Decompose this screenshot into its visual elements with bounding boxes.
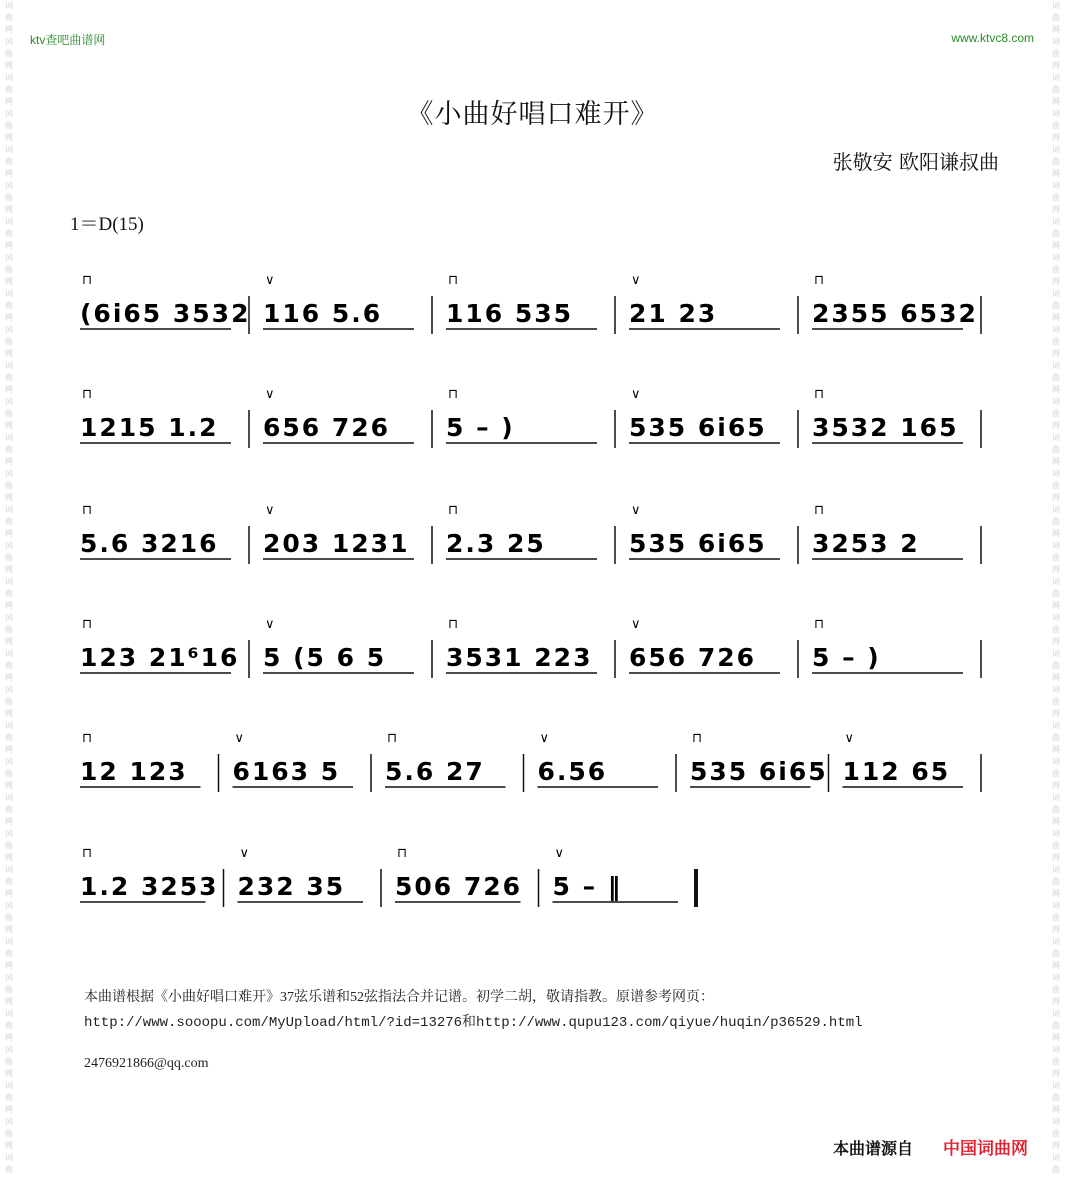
reference-urls: http://www.sooopu.com/MyUpload/html/?id=13276和http://www.qupu123.com/qiyue/huqin/p36529.html xyxy=(84,1015,863,1031)
measure-notes: 535 6i65 xyxy=(629,413,767,442)
bowing-mark: ⊓ xyxy=(814,617,825,632)
watermark-char: 曲 xyxy=(1052,373,1060,382)
measure-notes: 12 123 xyxy=(80,757,188,786)
watermark-char: 词 xyxy=(5,901,13,910)
bowing-mark: ⊓ xyxy=(814,387,825,402)
measure-notes: 3531 223 xyxy=(446,643,593,672)
bowing-mark: ⊓ xyxy=(448,503,459,518)
watermark-char: 曲 xyxy=(5,1165,13,1174)
watermark-char: 词 xyxy=(5,433,13,442)
watermark-char: 词 xyxy=(5,361,13,370)
watermark-char: 曲 xyxy=(5,841,13,850)
bowing-mark: ⊓ xyxy=(82,387,93,402)
watermark-char: 网 xyxy=(1052,637,1060,646)
bowing-mark: ⊓ xyxy=(82,617,93,632)
watermark-char: 网 xyxy=(5,457,13,466)
watermark-char: 网 xyxy=(5,385,13,394)
watermark-char: 词 xyxy=(5,253,13,262)
watermark-char: 网 xyxy=(1052,349,1060,358)
watermark-char: 网 xyxy=(1052,61,1060,70)
watermark-char: 网 xyxy=(5,241,13,250)
bowing-mark: ∨ xyxy=(631,503,641,518)
watermark-char: 网 xyxy=(1052,421,1060,430)
watermark-char: 曲 xyxy=(5,85,13,94)
watermark-char: 网 xyxy=(5,277,13,286)
watermark-char: 词 xyxy=(5,1045,13,1054)
watermark-char: 词 xyxy=(5,217,13,226)
watermark-char: 曲 xyxy=(1052,1021,1060,1030)
bowing-mark: ⊓ xyxy=(387,731,398,746)
watermark-char: 曲 xyxy=(5,409,13,418)
bowing-mark: ∨ xyxy=(631,387,641,402)
measure-notes: 6.56 xyxy=(537,757,608,786)
watermark-char: 网 xyxy=(5,25,13,34)
watermark-char: 词 xyxy=(1052,1009,1060,1018)
watermark-char: 网 xyxy=(5,1069,13,1078)
watermark-char: 网 xyxy=(1052,25,1060,34)
measure-notes: 3532 165 xyxy=(812,413,959,442)
watermark-char: 词 xyxy=(1052,1045,1060,1054)
key-signature: 1＝D(15) xyxy=(70,214,144,235)
measure-notes: 5.6 3216 xyxy=(80,529,219,558)
measure-notes: 3253 2 xyxy=(812,529,920,558)
header-left-site: ktv查吧曲谱网 xyxy=(30,33,106,47)
watermark-char: 曲 xyxy=(1052,1129,1060,1138)
watermark-char: 曲 xyxy=(1052,733,1060,742)
watermark-char: 网 xyxy=(5,997,13,1006)
measure-notes: 656 726 xyxy=(629,643,757,672)
watermark-char: 网 xyxy=(1052,169,1060,178)
watermark-char: 词 xyxy=(5,397,13,406)
bowing-mark: ∨ xyxy=(234,731,245,746)
watermark-char: 曲 xyxy=(5,913,13,922)
watermark-char: 网 xyxy=(5,97,13,106)
watermark-char: 网 xyxy=(5,529,13,538)
notation-area xyxy=(0,250,1065,930)
watermark-char: 词 xyxy=(5,1009,13,1018)
watermark-char: 词 xyxy=(1052,289,1060,298)
watermark-char: 网 xyxy=(5,133,13,142)
measure-notes: 535 6i65 xyxy=(690,757,828,786)
watermark-char: 词 xyxy=(5,73,13,82)
watermark-char: 词 xyxy=(1052,469,1060,478)
watermark-char: 词 xyxy=(1052,577,1060,586)
watermark-char: 曲 xyxy=(5,1093,13,1102)
watermark-char: 曲 xyxy=(5,265,13,274)
watermark-char: 网 xyxy=(1052,277,1060,286)
watermark-char: 曲 xyxy=(5,985,13,994)
watermark-char: 曲 xyxy=(5,877,13,886)
measure-notes: 116 5.6 xyxy=(263,299,383,328)
measure-notes: 203 1231 xyxy=(263,529,410,558)
watermark-char: 网 xyxy=(5,1033,13,1042)
watermark-char: 网 xyxy=(5,673,13,682)
watermark-char: 曲 xyxy=(1052,1093,1060,1102)
watermark-char: 网 xyxy=(1052,817,1060,826)
watermark-char: 曲 xyxy=(1052,445,1060,454)
watermark-char: 曲 xyxy=(5,49,13,58)
watermark-char: 词 xyxy=(5,541,13,550)
watermark-char: 词 xyxy=(1052,1081,1060,1090)
watermark-char: 词 xyxy=(5,757,13,766)
watermark-char: 词 xyxy=(5,109,13,118)
measure-notes: 656 726 xyxy=(263,413,391,442)
watermark-char: 词 xyxy=(5,181,13,190)
watermark-char: 词 xyxy=(5,793,13,802)
watermark-char: 曲 xyxy=(1052,229,1060,238)
watermark-char: 曲 xyxy=(5,589,13,598)
watermark-char: 网 xyxy=(5,349,13,358)
watermark-char: 曲 xyxy=(1052,1165,1060,1174)
measure-notes: 5 (5 6 5 xyxy=(263,643,387,672)
bowing-mark: ⊓ xyxy=(814,503,825,518)
bowing-mark: ⊓ xyxy=(82,273,93,288)
watermark-char: 网 xyxy=(1052,889,1060,898)
watermark-char: 词 xyxy=(1052,1117,1060,1126)
watermark-char: 曲 xyxy=(1052,121,1060,130)
watermark-char: 曲 xyxy=(5,1021,13,1030)
watermark-char: 曲 xyxy=(5,661,13,670)
bowing-mark: ∨ xyxy=(265,387,275,402)
watermark-char: 网 xyxy=(1052,1069,1060,1078)
watermark-char: 词 xyxy=(1052,541,1060,550)
watermark-char: 网 xyxy=(5,421,13,430)
watermark-char: 网 xyxy=(5,61,13,70)
watermark-char: 曲 xyxy=(5,553,13,562)
watermark-char: 曲 xyxy=(1052,661,1060,670)
bowing-mark: ∨ xyxy=(265,503,275,518)
watermark-char: 词 xyxy=(1052,397,1060,406)
watermark-char: 网 xyxy=(1052,1105,1060,1114)
measure-notes: 535 6i65 xyxy=(629,529,767,558)
watermark-char: 词 xyxy=(5,505,13,514)
watermark-char: 网 xyxy=(1052,529,1060,538)
watermark-char: 曲 xyxy=(1052,913,1060,922)
watermark-char: 网 xyxy=(5,1105,13,1114)
watermark-char: 曲 xyxy=(1052,301,1060,310)
watermark-char: 曲 xyxy=(5,13,13,22)
measure-notes: 5 – ) xyxy=(446,413,515,442)
measure-notes: 506 726 xyxy=(395,872,523,901)
bowing-mark: ∨ xyxy=(265,273,275,288)
watermark-char: 网 xyxy=(5,889,13,898)
watermark-char: 网 xyxy=(1052,853,1060,862)
bowing-mark: ⊓ xyxy=(448,617,459,632)
watermark-char: 网 xyxy=(1052,205,1060,214)
watermark-char: 词 xyxy=(1052,253,1060,262)
watermark-char: 网 xyxy=(1052,673,1060,682)
watermark-char: 曲 xyxy=(1052,841,1060,850)
measure-notes: 5.6 27 xyxy=(385,757,485,786)
watermark-char: 网 xyxy=(1052,493,1060,502)
watermark-char: 曲 xyxy=(1052,49,1060,58)
watermark-char: 网 xyxy=(5,925,13,934)
watermark-char: 词 xyxy=(1052,829,1060,838)
watermark-char: 网 xyxy=(5,745,13,754)
watermark-char: 词 xyxy=(5,1117,13,1126)
watermark-char: 曲 xyxy=(5,733,13,742)
watermark-char: 网 xyxy=(1052,745,1060,754)
watermark-char: 网 xyxy=(5,853,13,862)
watermark-char: 曲 xyxy=(5,301,13,310)
watermark-char: 曲 xyxy=(5,229,13,238)
watermark-char: 网 xyxy=(5,493,13,502)
measure-notes: 5 – ‖ xyxy=(552,872,623,901)
measure-notes: 5 – ) xyxy=(812,643,881,672)
bowing-mark: ∨ xyxy=(239,846,250,861)
watermark-char: 词 xyxy=(1052,109,1060,118)
watermark-char: 网 xyxy=(5,205,13,214)
watermark-char: 曲 xyxy=(1052,697,1060,706)
watermark-char: 曲 xyxy=(1052,409,1060,418)
watermark-char: 词 xyxy=(5,613,13,622)
watermark-char: 网 xyxy=(5,817,13,826)
watermark-char: 词 xyxy=(1052,145,1060,154)
watermark-char: 曲 xyxy=(1052,769,1060,778)
watermark-char: 曲 xyxy=(5,481,13,490)
watermark-char: 词 xyxy=(1052,1,1060,10)
watermark-char: 曲 xyxy=(1052,589,1060,598)
watermark-char: 词 xyxy=(1052,865,1060,874)
watermark-char: 曲 xyxy=(5,157,13,166)
measure-notes: 21 23 xyxy=(629,299,718,328)
bowing-mark: ⊓ xyxy=(448,387,459,402)
watermark-char: 曲 xyxy=(1052,193,1060,202)
watermark-char: 词 xyxy=(1052,433,1060,442)
watermark-char: 曲 xyxy=(5,625,13,634)
watermark-char: 词 xyxy=(5,325,13,334)
measure-notes: 2355 6532 xyxy=(812,299,978,328)
watermark-char: 网 xyxy=(1052,241,1060,250)
watermark-char: 曲 xyxy=(5,373,13,382)
watermark-char: 曲 xyxy=(5,769,13,778)
watermark-char: 词 xyxy=(1052,973,1060,982)
watermark-char: 曲 xyxy=(1052,13,1060,22)
bowing-mark: ⊓ xyxy=(82,731,93,746)
watermark-char: 曲 xyxy=(1052,949,1060,958)
watermark-char: 曲 xyxy=(5,445,13,454)
watermark-char: 曲 xyxy=(1052,625,1060,634)
watermark-char: 网 xyxy=(1052,97,1060,106)
watermark-char: 曲 xyxy=(5,1057,13,1066)
watermark-char: 曲 xyxy=(5,193,13,202)
watermark-char: 词 xyxy=(5,937,13,946)
watermark-char: 曲 xyxy=(5,337,13,346)
source-label: 本曲谱源自 xyxy=(833,1139,914,1158)
watermark-char: 词 xyxy=(5,865,13,874)
watermark-char: 词 xyxy=(1052,325,1060,334)
watermark-char: 曲 xyxy=(5,121,13,130)
watermark-char: 网 xyxy=(5,169,13,178)
watermark-char: 网 xyxy=(1052,961,1060,970)
watermark-char: 词 xyxy=(1052,217,1060,226)
watermark-char: 网 xyxy=(1052,457,1060,466)
watermark-char: 网 xyxy=(1052,781,1060,790)
measure-notes: 116 535 xyxy=(446,299,574,328)
watermark-char: 词 xyxy=(5,721,13,730)
bowing-mark: ∨ xyxy=(631,273,641,288)
watermark-char: 网 xyxy=(5,781,13,790)
watermark-char: 词 xyxy=(5,829,13,838)
watermark-char: 词 xyxy=(1052,757,1060,766)
watermark-char: 词 xyxy=(5,1153,13,1162)
watermark-char: 网 xyxy=(1052,385,1060,394)
watermark-char: 网 xyxy=(1052,133,1060,142)
watermark-char: 曲 xyxy=(1052,805,1060,814)
watermark-char: 词 xyxy=(1052,37,1060,46)
measure-notes: 112 65 xyxy=(842,757,951,786)
contact-email: 2476921866@qq.com xyxy=(84,1056,209,1071)
watermark-char: 词 xyxy=(5,685,13,694)
score-title: 《小曲好唱口难开》 xyxy=(406,99,659,130)
measure-notes: 123 21⁶16 xyxy=(80,643,240,672)
watermark-char: 网 xyxy=(1052,1033,1060,1042)
measure-notes: (6i65 3532 xyxy=(80,299,251,328)
watermark-char: 网 xyxy=(5,961,13,970)
watermark-char: 网 xyxy=(1052,601,1060,610)
watermark-char: 曲 xyxy=(1052,481,1060,490)
watermark-char: 词 xyxy=(1052,505,1060,514)
bowing-mark: ∨ xyxy=(631,617,641,632)
watermark-char: 网 xyxy=(5,637,13,646)
watermark-char: 词 xyxy=(1052,613,1060,622)
watermark-char: 词 xyxy=(5,145,13,154)
watermark-char: 网 xyxy=(5,601,13,610)
watermark-char: 曲 xyxy=(1052,337,1060,346)
watermark-char: 词 xyxy=(1052,361,1060,370)
watermark-char: 网 xyxy=(1052,709,1060,718)
watermark-char: 词 xyxy=(1052,721,1060,730)
watermark-char: 词 xyxy=(1052,649,1060,658)
measure-notes: 2.3 25 xyxy=(446,529,546,558)
bowing-mark: ∨ xyxy=(554,846,565,861)
bowing-mark: ⊓ xyxy=(814,273,825,288)
source-note: 本曲谱根据《小曲好唱口难开》37弦乐谱和52弦指法合并记谱。初学二胡，敬请指教。原谱参考网页： xyxy=(84,990,714,1005)
watermark-char: 网 xyxy=(1052,313,1060,322)
watermark-char: 曲 xyxy=(1052,553,1060,562)
watermark-char: 词 xyxy=(1052,1153,1060,1162)
watermark-char: 曲 xyxy=(1052,85,1060,94)
measure-notes: 1215 1.2 xyxy=(80,413,219,442)
watermark-char: 词 xyxy=(5,1,13,10)
watermark-char: 词 xyxy=(1052,685,1060,694)
measure-notes: 1.2 3253 xyxy=(80,872,219,901)
site-name: 中国词曲网 xyxy=(943,1139,1028,1159)
watermark-char: 网 xyxy=(1052,565,1060,574)
measure-notes: 6163 5 xyxy=(232,757,341,786)
bowing-mark: ⊓ xyxy=(397,846,408,861)
watermark-char: 词 xyxy=(5,469,13,478)
bowing-mark: ⊓ xyxy=(448,273,459,288)
watermark-char: 词 xyxy=(5,649,13,658)
watermark-char: 网 xyxy=(1052,1141,1060,1150)
composer: 张敬安 欧阳谦叔曲 xyxy=(832,150,999,174)
watermark-char: 曲 xyxy=(5,949,13,958)
watermark-char: 词 xyxy=(5,289,13,298)
watermark-char: 曲 xyxy=(5,697,13,706)
watermark-char: 曲 xyxy=(5,1129,13,1138)
watermark-char: 词 xyxy=(1052,793,1060,802)
watermark-char: 词 xyxy=(1052,901,1060,910)
bowing-mark: ∨ xyxy=(265,617,275,632)
watermark-char: 网 xyxy=(1052,997,1060,1006)
watermark-char: 网 xyxy=(5,565,13,574)
watermark-char: 词 xyxy=(1052,73,1060,82)
watermark-char: 网 xyxy=(5,1141,13,1150)
watermark-char: 曲 xyxy=(5,517,13,526)
watermark-char: 曲 xyxy=(1052,265,1060,274)
bowing-mark: ⊓ xyxy=(82,846,93,861)
watermark-char: 曲 xyxy=(1052,157,1060,166)
watermark-char: 网 xyxy=(1052,925,1060,934)
measure-notes: 232 35 xyxy=(237,872,346,901)
watermark-char: 词 xyxy=(5,577,13,586)
bowing-mark: ⊓ xyxy=(82,503,93,518)
bowing-mark: ∨ xyxy=(539,731,550,746)
watermark-char: 曲 xyxy=(5,805,13,814)
watermark-char: 曲 xyxy=(1052,985,1060,994)
watermark-char: 曲 xyxy=(1052,517,1060,526)
bowing-mark: ∨ xyxy=(844,731,855,746)
watermark-char: 词 xyxy=(5,973,13,982)
header-right-site: www.ktvc8.com xyxy=(951,31,1034,45)
watermark-char: 词 xyxy=(1052,937,1060,946)
bowing-mark: ⊓ xyxy=(692,731,703,746)
watermark-char: 网 xyxy=(5,709,13,718)
watermark-char: 词 xyxy=(5,1081,13,1090)
watermark-char: 网 xyxy=(5,313,13,322)
watermark-char: 词 xyxy=(1052,181,1060,190)
watermark-char: 词 xyxy=(5,37,13,46)
watermark-char: 曲 xyxy=(1052,877,1060,886)
watermark-char: 曲 xyxy=(1052,1057,1060,1066)
